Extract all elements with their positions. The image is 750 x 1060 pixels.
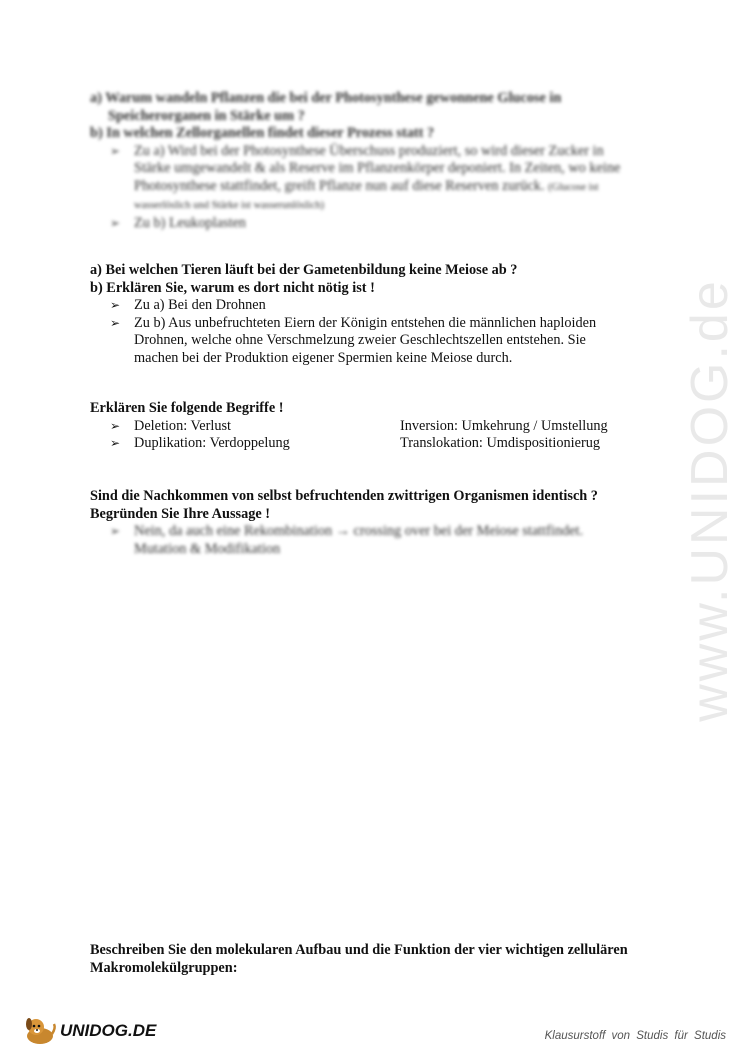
answer-line: machen bei der Produktion eigener Spermien keine Meiose durch.	[134, 349, 513, 366]
question-a: a) Warum wandeln Pflanzen die bei der Photosynthese gewonnene Glucose in	[90, 90, 562, 106]
question-b: b) In welchen Zellorganellen findet dieser Prozess statt ?	[90, 125, 435, 141]
terms-list	[90, 418, 660, 453]
question-b: b) Erklären Sie, warum es dort nicht nötig ist !	[90, 279, 375, 296]
dog-icon	[22, 1016, 58, 1046]
answer-line: Nein, da auch eine Rekombination → crossing over bei der Meiose stattfindet.	[134, 523, 584, 539]
question: Sind die Nachkommen von selbst befruchtenden zwittrigen Organismen identisch ?	[90, 488, 598, 504]
term-left: ➢ Deletion: Verlust	[134, 417, 232, 434]
question-a: a) Bei welchen Tieren läuft bei der Gametenbildung keine Meiose ab ?	[90, 262, 518, 278]
logo-text: UNIDOG.DE	[60, 1021, 157, 1040]
answer-line: Stärke umgewandelt & als Reserve im Pflanzenkörper deponiert. In Zeiten, wo keine	[134, 160, 621, 176]
watermark: www.UNIDOG.de	[681, 278, 739, 722]
answer-line: Zu b) Aus unbefruchteten Eiern der Königin entstehen die männlichen haploiden	[134, 314, 597, 331]
term-right: Inversion: Umkehrung / Umstellung	[400, 417, 608, 434]
answer-list	[90, 297, 660, 367]
question-cont: Begründen Sie Ihre Aussage !	[90, 505, 271, 522]
answer-line: Drohnen, welche ohne Verschmelzung zweier Geschlechtszellen entstehen. Sie	[134, 332, 586, 348]
answer-list	[90, 143, 660, 233]
section-begriffe	[90, 400, 660, 453]
answer-list	[90, 523, 660, 558]
question-cont: Makromolekülgruppen:	[90, 959, 238, 976]
answer-note: wasserlöslich und Stärke ist wasserunlöslich)	[134, 200, 325, 211]
term-row	[108, 435, 660, 453]
term-row	[108, 418, 660, 436]
answer-item	[108, 143, 660, 215]
answer-item	[108, 315, 660, 368]
section-heading: Erklären Sie folgende Begriffe !	[90, 400, 284, 416]
answer-line: Mutation & Modifikation	[134, 540, 281, 557]
answer-item	[108, 523, 660, 558]
section-makromolekuele	[90, 942, 660, 977]
section-meiose	[90, 262, 660, 367]
term-right: Translokation: Umdispositionierug	[400, 435, 601, 451]
section-photosynthesis	[90, 90, 660, 232]
answer-item: ➢ Zu a) Bei den Drohnen	[108, 297, 660, 315]
footer-tagline: Klausurstoff von Studis für Studis	[544, 1030, 726, 1042]
question-a-cont: Speicherorganen in Stärke um ?	[108, 107, 305, 124]
term-left: ➢ Duplikation: Verdoppelung	[134, 435, 290, 451]
answer-item: ➢ Zu b) Leukoplasten	[108, 215, 660, 233]
section-nachkommen	[90, 488, 660, 558]
unidog-logo[interactable]	[22, 1016, 156, 1046]
question: Beschreiben Sie den molekularen Aufbau und die Funktion der vier wichtigen zellulären	[90, 942, 628, 958]
answer-line: Photosynthese stattfindet, greift Pflanze nun auf diese Reserven zurück.	[134, 177, 545, 194]
answer-line: Zu a) Wird bei der Photosynthese Überschuss produziert, so wird dieser Zucker in	[134, 142, 604, 159]
answer-note: (Glucose ist	[548, 181, 599, 193]
